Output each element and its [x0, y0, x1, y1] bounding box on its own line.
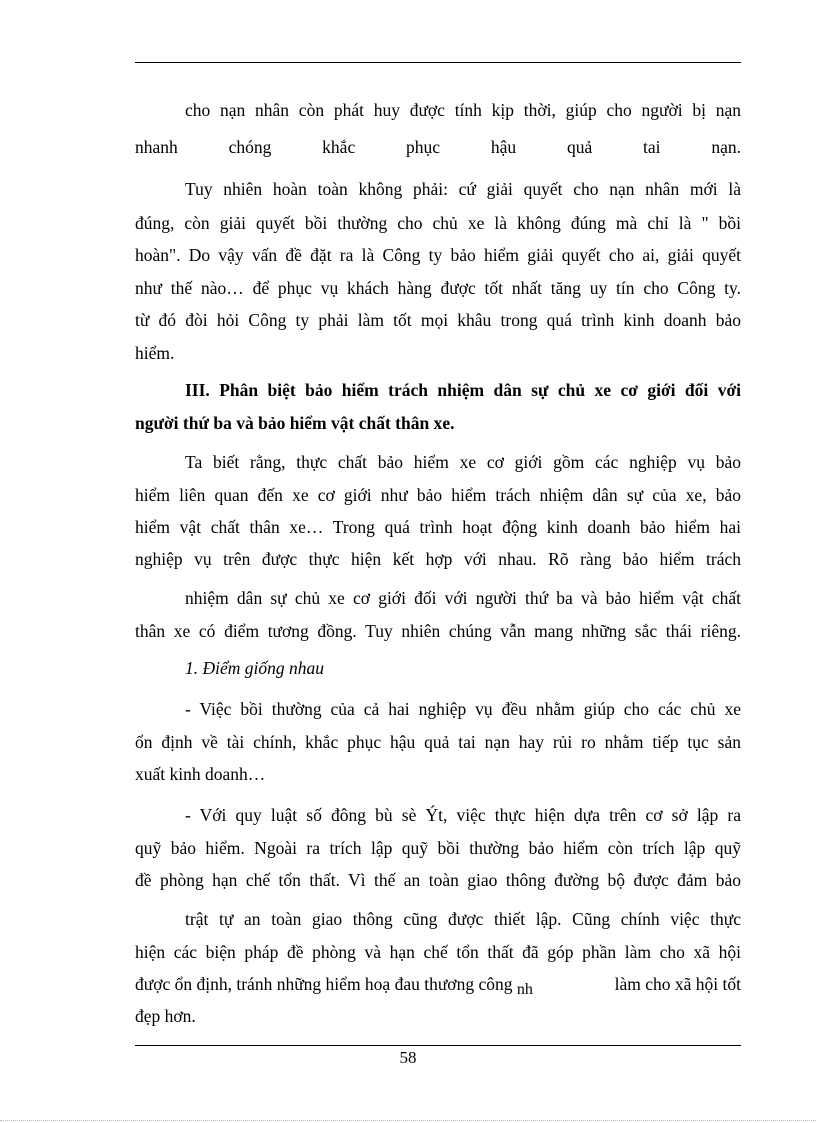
section-heading: người thứ ba và bảo hiểm vật chất thân xe. [135, 413, 455, 433]
section-heading: III. Phân biệt bảo hiểm trách nhiệm dân sự chủ xe cơ giới đối với [185, 380, 741, 400]
text-line: nhanh chóng khắc phục hậu quả tai nạn. [135, 137, 741, 157]
text-line: đúng, còn giải quyết bồi thường cho chủ xe là không đúng mà chỉ là " bồi [135, 213, 741, 233]
text-fragment: được ổn định, tránh những hiểm hoạ đau thương công [135, 974, 513, 994]
text-line: thân xe có điểm tương đồng. Tuy nhiên chúng vẫn mang những sắc thái riêng. [135, 621, 741, 641]
text-line: hiểm liên quan đến xe cơ giới như bảo hiểm trách nhiệm dân sự của xe, bảo [135, 485, 741, 505]
text-line: quỹ bảo hiểm. Ngoài ra trích lập quỹ bồi thường bảo hiểm còn trích lập quỹ [135, 838, 741, 858]
text-line: Ta biết rằng, thực chất bảo hiểm xe cơ giới gồm các nghiệp vụ bảo [185, 452, 741, 472]
text-line [135, 970, 741, 998]
text-line: hoàn". Do vậy vấn đề đặt ra là Công ty bảo hiểm giải quyết cho ai, giải quyết [135, 245, 741, 265]
text-line: nghiệp vụ trên được thực hiện kết hợp với nhau. Rõ ràng bảo hiểm trách [135, 549, 741, 569]
subsection-heading: 1. Điểm giống nhau [185, 658, 325, 678]
text-line: nhiệm dân sự chủ xe cơ giới đối với người thứ ba và bảo hiểm vật chất [185, 588, 741, 608]
text-fragment: làm cho xã hội tốt [614, 974, 741, 994]
text-line: như thế nào… để phục vụ khách hàng được tốt nhất tăng uy tín cho Công ty. [135, 278, 741, 298]
header-rule [135, 62, 741, 63]
text-line: ổn định về tài chính, khắc phục hậu quả tai nạn hay rủi ro nhằm tiếp tục sản [135, 732, 741, 752]
text-line: - Với quy luật số đông bù sè Ýt, việc thực hiện dựa trên cơ sở lập ra [185, 805, 741, 825]
text-line: Tuy nhiên hoàn toàn không phải: cứ giải quyết cho nạn nhân mới là [185, 179, 741, 199]
text-line: trật tự an toàn giao thông cũng được thiết lập. Cũng chính việc thực [185, 909, 741, 929]
text-line: từ đó đòi hỏi Công ty phải làm tốt mọi khâu trong quá trình kinh doanh bảo [135, 310, 741, 330]
page-number: 58 [399, 1048, 417, 1067]
text-line: - Việc bồi thường của cả hai nghiệp vụ đều nhằm giúp cho các chủ xe [185, 699, 741, 719]
text-line: đề phòng hạn chế tổn thất. Vì thế an toàn giao thông đường bộ được đảm bảo [135, 870, 741, 890]
footer-rule [135, 1045, 741, 1046]
text-line: hiện các biện pháp đề phòng và hạn chế tổn thất đã góp phần làm cho xã hội [135, 942, 741, 962]
text-line: cho nạn nhân còn phát huy được tính kịp thời, giúp cho người bị nạn [185, 100, 741, 120]
text-line: hiểm vật chất thân xe… Trong quá trình hoạt động kinh doanh bảo hiểm hai [135, 517, 741, 537]
text-line: đẹp hơn. [135, 1006, 196, 1026]
text-fragment-subscript: nh [516, 981, 533, 998]
page-boundary [0, 1120, 816, 1121]
text-line: xuất kinh doanh… [135, 764, 266, 784]
text-line: hiểm. [135, 343, 175, 363]
